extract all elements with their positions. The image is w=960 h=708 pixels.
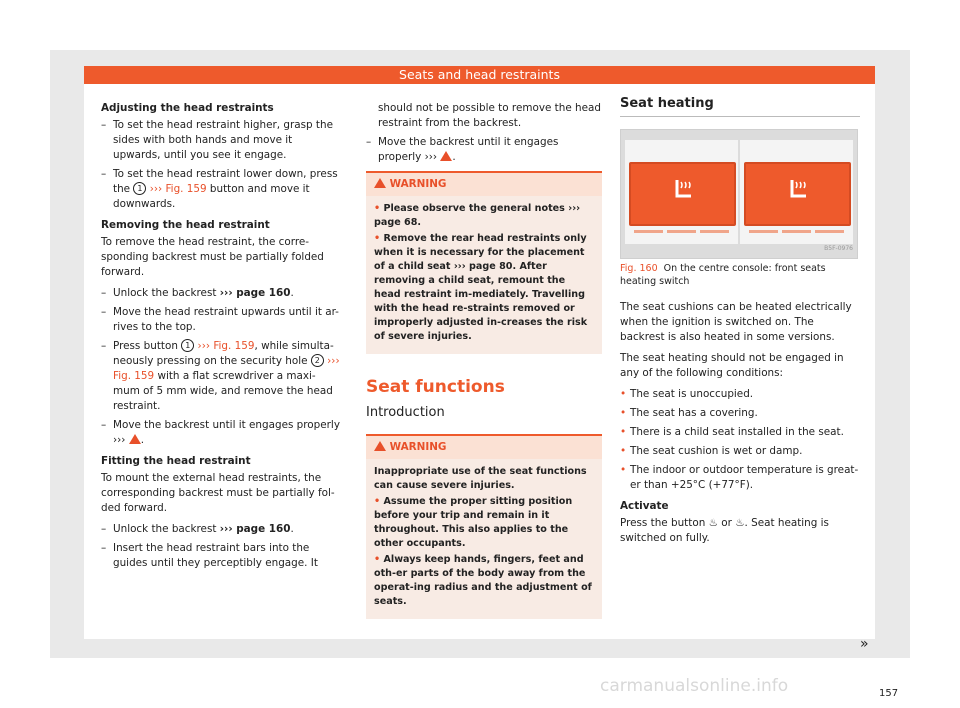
fig-link[interactable]: ››› Fig. 159 <box>149 183 207 195</box>
adjust-step-1: – To set the head restraint higher, grasp the sides with both hands and move it upwards, until you see it engage. <box>101 118 341 163</box>
activate-title: Activate <box>620 500 669 512</box>
warning-title: WARNING <box>389 441 447 453</box>
warning-text: Remove the rear head restraints only when it is necessary for the placement of a child seat <box>374 233 587 272</box>
seat-heat-icon: ♨ <box>708 517 718 529</box>
heat-level-leds <box>634 230 729 233</box>
seat-heat-icon <box>786 176 810 206</box>
seat-heat-icon <box>671 176 695 206</box>
warning-intro: Inappropriate use of the seat functions can cause severe injuries. <box>374 466 587 491</box>
callout-1: 1 <box>181 339 194 352</box>
fit-step-2: – Insert the head restraint bars into the guides until they perceptibly engage. It <box>101 541 341 571</box>
left-switch-panel <box>625 140 738 244</box>
warning-text: Please observe the general notes <box>383 203 565 214</box>
activate-text-b: . Seat heating is switched on fully. <box>620 517 829 544</box>
callout-2: 2 <box>311 354 324 367</box>
warning-icon <box>374 441 386 451</box>
fit-step-1-text: Unlock the backrest <box>113 523 217 535</box>
remove-step-4: – Move the backrest until it engages properly ››› . <box>101 418 341 448</box>
ref-arrow: ››› <box>424 151 438 163</box>
activate-text <box>620 516 860 546</box>
remove-step-3-text-b: , while simulta-neously pressing on the security hole <box>113 340 334 367</box>
remove-title: Removing the head restraint <box>101 219 270 231</box>
continued-marker: » <box>860 636 869 652</box>
warning-box-1 <box>366 171 602 354</box>
page-number: 157 <box>879 688 899 699</box>
warning-bullet: • Please observe the general notes ››› page 68. <box>374 203 581 228</box>
activate-or: or <box>721 517 732 529</box>
warning-header <box>366 173 602 196</box>
page-link[interactable]: ››› page 160 <box>219 287 291 299</box>
ref-arrow: ››› <box>113 434 126 446</box>
fit-intro: To mount the external head restraints, the corresponding backrest must be partially fol-ded forward. <box>101 472 335 514</box>
figure-code: B5F-0976 <box>824 245 853 252</box>
column-left <box>101 101 341 575</box>
adjust-step-2-text: To set the head restraint lower down, press the <box>113 168 338 195</box>
warning-icon <box>129 434 141 444</box>
remove-step-2: – Move the head restraint upwards until it ar-rives to the top. <box>101 305 341 335</box>
seat-heating-title: Seat heating <box>620 96 860 117</box>
warning-text: Always keep hands, fingers, feet and oth-er parts of the body away from the operat-ing radius and the adjustment of seats. <box>374 554 592 607</box>
paragraph-1: The seat cushions can be heated electrically when the ignition is switched on. The backrest is also heated in some versions. <box>620 301 852 343</box>
remove-step-3 <box>101 339 341 414</box>
figure-label: Fig. 160 <box>620 263 658 274</box>
move-step: – Move the backrest until it engages properly ››› . <box>366 135 602 165</box>
section-subtitle: Introduction <box>366 405 445 420</box>
page-header: Seats and head restraints <box>84 66 875 84</box>
paragraph-2: The seat heating should not be engaged in any of the following conditions: <box>620 352 844 379</box>
column-middle <box>366 101 602 619</box>
column-right <box>620 96 860 552</box>
condition-item: • The seat cushion is wet or damp. <box>620 444 860 459</box>
remove-step-3-text: Press button <box>113 340 178 352</box>
continued-text: should not be possible to remove the head restraint from the backrest. <box>378 102 601 129</box>
warning-bullet: • Assume the proper sitting position before your trip and remain in it throughout. This also applies to the other occupants. <box>374 496 573 549</box>
remove-step-3-text-c: with a flat screwdriver a maxi-mum of 5 mm wide, and remove the head restraint. <box>113 370 333 412</box>
remove-step-1-text: Unlock the backrest <box>113 287 217 299</box>
page-link[interactable]: ››› page 160 <box>219 523 291 535</box>
right-switch-panel <box>740 140 853 244</box>
warning-title: WARNING <box>389 178 447 190</box>
remove-step-1: – Unlock the backrest ››› page 160. <box>101 286 341 301</box>
move-step-text: Move the backrest until it engages properly <box>378 136 559 163</box>
warning-header <box>366 436 602 459</box>
seat-heat-icon: ♨ <box>735 517 745 529</box>
warning-text-b: . After removing a child seat, remount the head restraint im-mediately. Travelling with the head re-straints removed or improperly adjusted in-creases the risk of severe injuries. <box>374 261 588 342</box>
left-seat-heat-button <box>629 162 736 226</box>
condition-item: • The seat is unoccupied. <box>620 387 860 402</box>
heat-level-leds <box>749 230 844 233</box>
warning-bullet: • Always keep hands, fingers, feet and oth-er parts of the body away from the operat-ing radius and the adjustment of seats. <box>374 554 592 607</box>
warning-icon <box>374 178 386 188</box>
fig-link[interactable]: ››› Fig. 159 <box>113 355 340 382</box>
page-link[interactable]: ››› page 80 <box>453 261 513 272</box>
figure-caption <box>620 262 860 288</box>
warning-body <box>366 459 602 619</box>
condition-item: • The seat has a covering. <box>620 406 860 421</box>
fig-link[interactable]: ››› Fig. 159 <box>197 340 255 352</box>
warning-bullet: • Remove the rear head restraints only when it is necessary for the placement of a child seat ››› page 80. After removing a child seat, remount the head restraint im-mediately. Travelling with the head re-straints removed or improperly adjusted in-creases the risk of severe injuries. <box>374 233 588 342</box>
warning-icon <box>440 151 452 161</box>
warning-box-2 <box>366 434 602 619</box>
activate-text-a: Press the button <box>620 517 706 529</box>
fit-title: Fitting the head restraint <box>101 455 251 467</box>
section-title: Seat functions <box>366 377 505 397</box>
adjust-step-2 <box>101 167 341 212</box>
watermark: carmanualsonline.info <box>600 676 789 696</box>
figure-160 <box>620 129 858 259</box>
right-seat-heat-button <box>744 162 851 226</box>
figure-caption-text: On the centre console: front seats heating switch <box>620 263 826 287</box>
fit-step-1: – Unlock the backrest ››› page 160. <box>101 522 341 537</box>
adjust-title: Adjusting the head restraints <box>101 102 274 114</box>
remove-step-4-text: Move the backrest until it engages properly <box>113 419 340 431</box>
warning-body <box>366 196 602 354</box>
page-link[interactable]: ››› page 68 <box>374 203 581 228</box>
remove-intro: To remove the head restraint, the corre-sponding backrest must be partially folded forward. <box>101 236 324 278</box>
condition-item: • The indoor or outdoor temperature is great-er than +25°C (+77°F). <box>620 463 860 493</box>
condition-item: • There is a child seat installed in the seat. <box>620 425 860 440</box>
callout-1: 1 <box>133 182 146 195</box>
warning-text: Assume the proper sitting position before your trip and remain in it throughout. This also applies to the other occupants. <box>374 496 573 549</box>
adjust-step-2-text-b: button and move it downwards. <box>113 183 310 210</box>
